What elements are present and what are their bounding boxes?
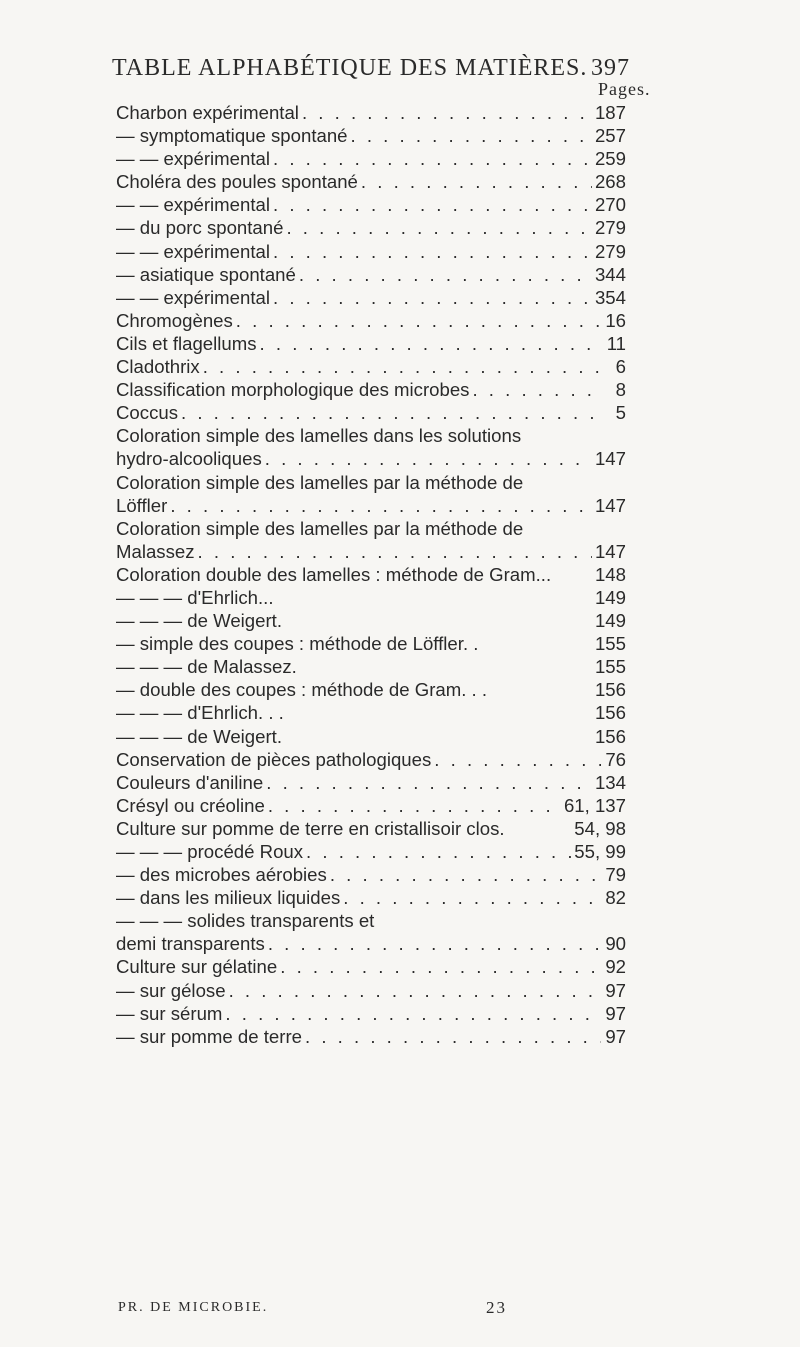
dot-leader [273,193,592,216]
index-entry [116,563,626,586]
dot-leader [299,263,592,286]
index-entry [116,794,626,817]
entry-page-number: 8 [615,379,626,401]
dot-leader [302,101,592,124]
index-entry [116,771,626,794]
entry-page-number: 54, 98 [574,817,626,839]
dot-leader [286,216,592,239]
index-entries [116,101,626,1048]
entry-text: — sur sérum [116,1002,223,1024]
entry-page-number: 147 [594,448,626,470]
index-entry [116,193,626,216]
entry-page-number: 187 [594,102,626,123]
entry-text: Coloration double des lamelles : méthode de Gram... [116,563,552,585]
index-entry [116,632,626,655]
entry-text: hydro-alcooliques [116,448,262,470]
entry-page-number: 79 [605,864,626,886]
entry-text: — — — d'Ehrlich... [116,586,274,608]
dot-leader [170,494,592,517]
entry-page-number: 156 [594,725,626,747]
entry-text: — — expérimental [116,194,270,216]
entry-text: — — — d'Ehrlich. . . [116,702,284,724]
entry-text: — dans les milieux liquides [116,887,341,909]
dot-leader [330,863,601,886]
entry-text: — des microbes aérobies [116,864,327,886]
entry-page-number: 156 [594,702,626,724]
index-entry [116,863,626,886]
index-entry [116,840,626,863]
entry-page-number: 344 [594,263,626,285]
entry-page-number: 11 [606,332,626,354]
entry-text: Culture sur gélatine [116,956,278,978]
entry-page-number: 149 [594,610,626,632]
entry-page-number: 270 [594,194,626,216]
entry-text: — — — solides transparents et [116,910,375,932]
dot-leader [361,170,592,193]
dot-leader [280,955,601,978]
entry-page-number: 155 [594,656,626,678]
entry-text: Coloration simple des lamelles par la méthode de [116,471,524,493]
entry-page-number: 5 [615,402,626,424]
entry-text: — — expérimental [116,286,270,308]
dot-leader [268,794,561,817]
index-entry [116,240,626,263]
entry-text: — du porc spontané [116,217,284,239]
entry-text: — sur gélose [116,979,226,1001]
entry-text: — symptomatique spontané [116,125,348,147]
entry-text: Coloration simple des lamelles dans les solutions [116,425,522,447]
entry-text: Couleurs d'aniline [116,771,264,793]
index-entry [116,586,626,609]
dot-leader [273,147,592,170]
dot-leader [266,771,592,794]
dot-leader [181,401,601,424]
running-head [112,55,630,82]
entry-text: Culture sur pomme de terre en cristallisoir clos. [116,817,505,839]
entry-text: — — — de Weigert. [116,725,283,747]
entry-text: Crésyl ou créoline [116,794,265,816]
entry-text: Conservation de pièces pathologiques [116,748,432,770]
dot-leader [305,1025,601,1048]
dot-leader [434,748,601,771]
dot-leader [236,309,601,332]
entry-page-number: 97 [605,1002,626,1024]
entry-text: demi transparents [116,933,265,955]
index-entry [116,909,626,932]
index-entry [116,147,626,170]
index-entry [116,517,626,540]
dot-leader [198,540,592,563]
index-entry [116,447,626,470]
entry-text: Löffler [116,494,168,516]
index-entry [116,309,626,332]
dot-leader [268,932,601,955]
entry-page-number: 257 [594,125,626,147]
entry-page-number: 279 [594,217,626,239]
index-entry [116,540,626,563]
entry-page-number: 6 [615,356,626,378]
entry-text: Cladothrix [116,356,200,378]
index-entry [116,678,626,701]
index-entry [116,101,626,124]
printer-signature: PR. DE MICROBIE. [118,1300,269,1315]
index-entry [116,332,626,355]
entry-page-number: 90 [605,933,626,955]
running-head-title: TABLE ALPHABÉTIQUE DES MATIÈRES. [112,55,588,81]
dot-leader [273,240,592,263]
entry-page-number: 92 [605,956,626,978]
entry-text: Cils et flagellums [116,332,257,354]
dot-leader [306,840,571,863]
dot-leader [203,355,601,378]
entry-text: — — expérimental [116,240,270,262]
entry-page-number: 76 [605,748,626,770]
dot-leader [351,124,592,147]
entry-text: — asiatique spontané [116,263,296,285]
entry-text: — simple des coupes : méthode de Löffler. . [116,633,479,655]
index-entry [116,124,626,147]
index-entry [116,170,626,193]
index-entry [116,286,626,309]
dot-leader [273,286,592,309]
dot-leader [260,332,601,355]
entry-text: Classification morphologique des microbes [116,379,470,401]
entry-page-number: 61, 137 [563,794,626,816]
index-entry [116,701,626,724]
index-entry [116,1025,626,1048]
entry-text: — — — procédé Roux [116,841,304,862]
entry-page-number: 155 [594,633,626,655]
dot-leader [343,886,601,909]
index-entry [116,216,626,239]
index-entry [116,955,626,978]
entry-page-number: 16 [605,309,626,331]
entry-page-number: 268 [594,171,626,193]
entry-page-number: 97 [605,979,626,1001]
entry-text: Choléra des poules spontané [116,171,358,193]
entry-text: Coccus [116,402,179,424]
index-entry [116,263,626,286]
index-entry [116,655,626,678]
entry-page-number: 147 [594,540,626,562]
index-entry [116,378,626,401]
index-entry [116,471,626,494]
entry-page-number: 156 [594,679,626,701]
entry-page-number: 354 [594,286,626,308]
pages-column-label: Pages. [598,79,651,99]
index-entry [116,609,626,632]
index-entry [116,748,626,771]
entry-text: — double des coupes : méthode de Gram. . . [116,679,488,701]
page-number: 397 [591,55,630,81]
entry-page-number: 147 [594,494,626,516]
dot-leader [225,1002,601,1025]
entry-text: Chromogènes [116,309,233,331]
index-entry [116,424,626,447]
entry-page-number: 134 [594,771,626,793]
entry-page-number: 55, 99 [574,841,626,862]
dot-leader [265,447,592,470]
entry-text: — — expérimental [116,148,270,170]
index-entry [116,725,626,748]
index-entry [116,494,626,517]
dot-leader [229,979,601,1002]
entry-text: Coloration simple des lamelles par la méthode de [116,517,524,539]
index-entry [116,1002,626,1025]
entry-page-number: 97 [605,1025,626,1047]
entry-text: Charbon expérimental [116,102,299,123]
index-entry [116,817,626,840]
entry-page-number: 279 [594,240,626,262]
entry-text: Malassez [116,540,195,562]
index-entry [116,401,626,424]
entry-page-number: 82 [605,887,626,909]
sheet-number: 23 [486,1298,507,1317]
entry-text: — — — de Weigert. [116,610,283,632]
entry-text: — sur pomme de terre [116,1025,303,1047]
entry-text: — — — de Malassez. [116,656,297,678]
entry-page-number: 149 [594,586,626,608]
index-entry [116,886,626,909]
index-entry [116,355,626,378]
index-entry [116,979,626,1002]
entry-page-number: 259 [594,148,626,170]
dot-leader [472,378,601,401]
entry-page-number: 148 [594,563,626,585]
index-entry [116,932,626,955]
